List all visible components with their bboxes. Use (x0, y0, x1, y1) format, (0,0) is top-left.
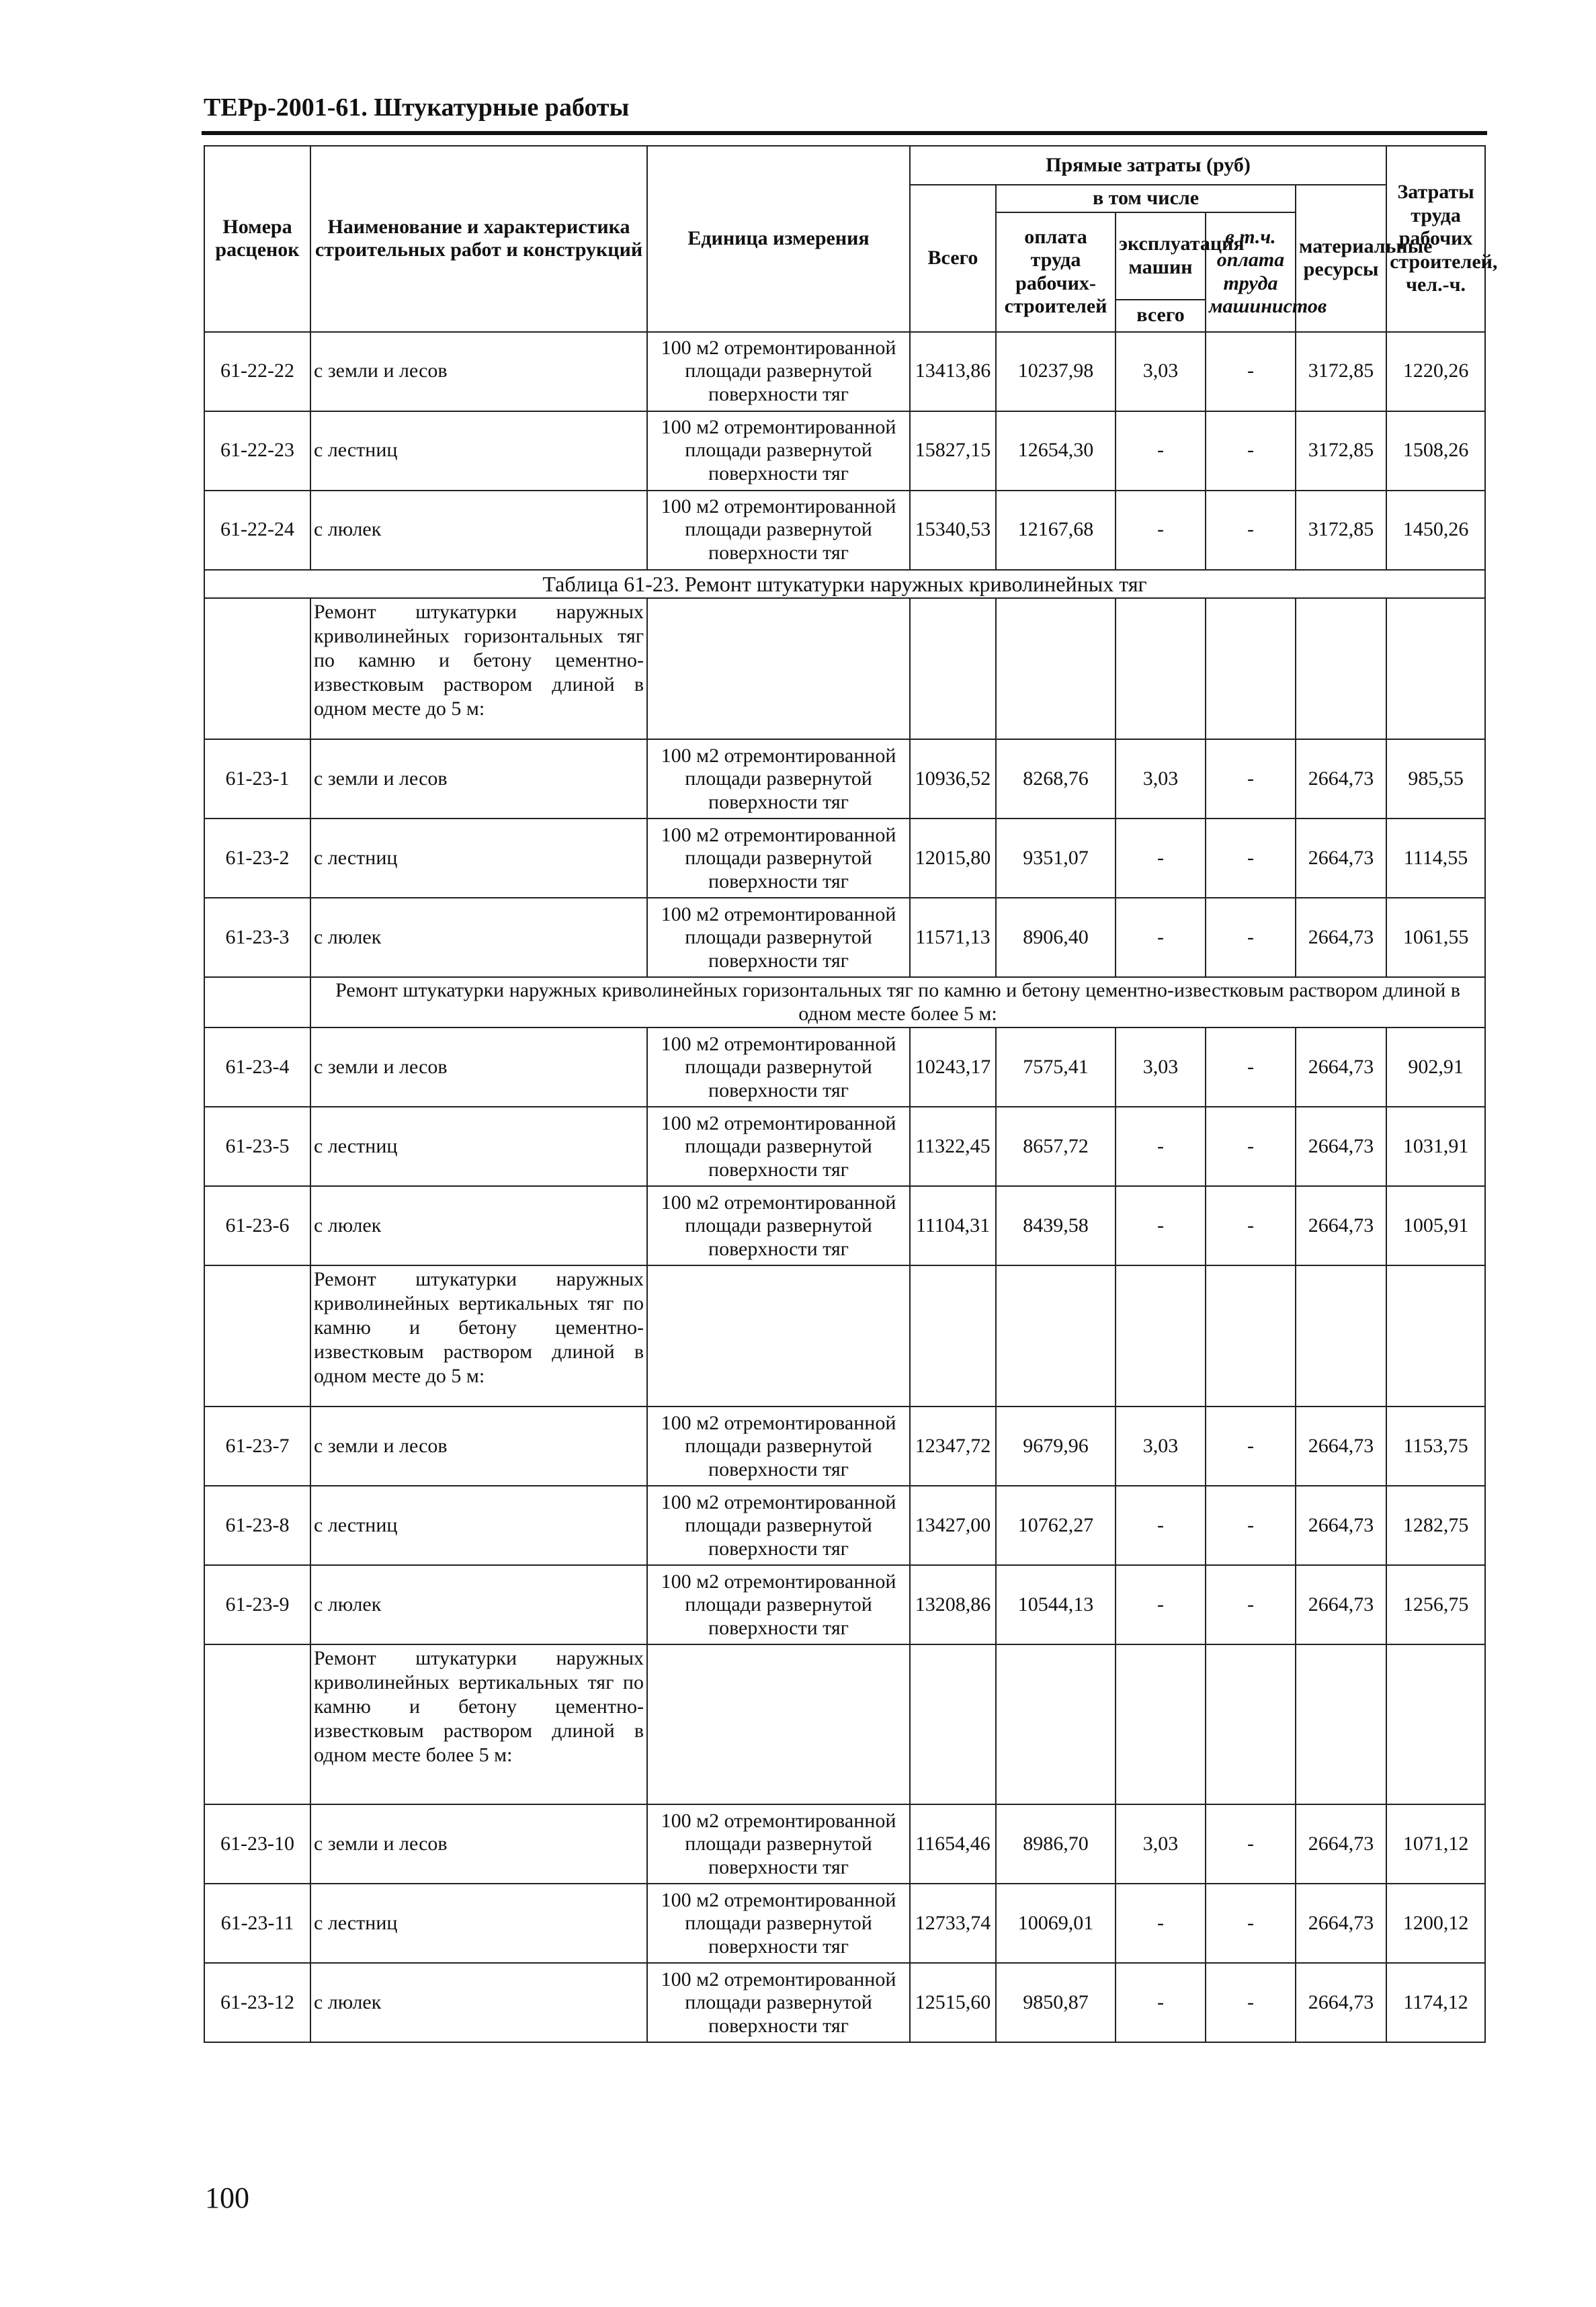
group-empty-cell (996, 1644, 1116, 1804)
row-machines: 3,03 (1116, 1027, 1206, 1107)
row-name: с земли и лесов (310, 1804, 647, 1884)
row-code: 61-23-6 (204, 1186, 310, 1265)
group-empty-cell (1206, 598, 1296, 739)
row-total: 10243,17 (910, 1027, 996, 1107)
row-operators-pay: - (1206, 1186, 1296, 1265)
group-code-empty (204, 1644, 310, 1804)
row-labor: 1220,26 (1386, 332, 1485, 411)
group-header-row (204, 598, 1485, 739)
group-empty-cell (1296, 1265, 1386, 1407)
row-operators-pay: - (1206, 491, 1296, 570)
row-machines: - (1116, 1486, 1206, 1565)
row-total: 11571,13 (910, 898, 996, 977)
row-unit: 100 м2 отремонтированной площади развернутой поверхности тяг (647, 491, 910, 570)
section-title-row (204, 570, 1485, 599)
page-number: 100 (205, 2181, 249, 2214)
row-name: с люлек (310, 1186, 647, 1265)
row-materials: 2664,73 (1296, 739, 1386, 819)
table-row (204, 1963, 1485, 2042)
row-total: 13208,86 (910, 1565, 996, 1644)
row-unit: 100 м2 отремонтированной площади развернутой поверхности тяг (647, 1407, 910, 1486)
row-name: с люлек (310, 1565, 647, 1644)
row-operators-pay: - (1206, 739, 1296, 819)
col-labor-header: Затраты труда рабочих строителей, чел.-ч. (1386, 146, 1485, 332)
row-machines: - (1116, 1565, 1206, 1644)
row-unit: 100 м2 отремонтированной площади развернутой поверхности тяг (647, 1963, 910, 2042)
group-description: Ремонт штукатурки наружных криволинейных вертикальных тяг по камню и бетону цементно-известковым раствором длиной в одном месте более 5 м: (310, 1644, 647, 1804)
table-row (204, 491, 1485, 570)
row-total: 15827,15 (910, 411, 996, 491)
row-labor: 1071,12 (1386, 1804, 1485, 1884)
row-name: с лестниц (310, 819, 647, 898)
group-empty-cell (1296, 1644, 1386, 1804)
row-total: 12015,80 (910, 819, 996, 898)
row-total: 11654,46 (910, 1804, 996, 1884)
row-labor: 1153,75 (1386, 1407, 1485, 1486)
row-total: 15340,53 (910, 491, 996, 570)
row-name: с люлек (310, 898, 647, 977)
row-labor: 902,91 (1386, 1027, 1485, 1107)
row-unit: 100 м2 отремонтированной площади развернутой поверхности тяг (647, 898, 910, 977)
group-header-row (204, 1265, 1485, 1407)
row-code: 61-23-1 (204, 739, 310, 819)
row-total: 13427,00 (910, 1486, 996, 1565)
row-workers-pay: 9850,87 (996, 1963, 1116, 2042)
col-materials-header: материальные ресурсы (1296, 185, 1386, 332)
row-name: с земли и лесов (310, 1027, 647, 1107)
row-operators-pay: - (1206, 1565, 1296, 1644)
row-materials: 2664,73 (1296, 1486, 1386, 1565)
row-machines: - (1116, 411, 1206, 491)
col-code-header: Номера расценок (204, 146, 310, 332)
row-operators-pay: - (1206, 819, 1296, 898)
row-unit: 100 м2 отремонтированной площади развернутой поверхности тяг (647, 1804, 910, 1884)
col-machines-total-header: всего (1116, 300, 1206, 332)
row-materials: 3172,85 (1296, 491, 1386, 570)
group-empty-cell (647, 1265, 910, 1407)
group-header-row (204, 977, 1485, 1027)
row-materials: 2664,73 (1296, 1407, 1386, 1486)
row-machines: - (1116, 1107, 1206, 1186)
row-materials: 3172,85 (1296, 411, 1386, 491)
row-workers-pay: 8906,40 (996, 898, 1116, 977)
row-code: 61-23-11 (204, 1884, 310, 1963)
table-row (204, 332, 1485, 411)
row-machines: 3,03 (1116, 1804, 1206, 1884)
row-workers-pay: 12167,68 (996, 491, 1116, 570)
row-operators-pay: - (1206, 411, 1296, 491)
group-empty-cell (1116, 1644, 1206, 1804)
table-row (204, 1027, 1485, 1107)
row-labor: 1005,91 (1386, 1186, 1485, 1265)
group-description: Ремонт штукатурки наружных криволинейных горизонтальных тяг по камню и бетону цементно-известковым раствором длиной в одном месте более 5 м: (310, 977, 1485, 1027)
row-machines: 3,03 (1116, 1407, 1206, 1486)
group-empty-cell (1386, 598, 1485, 739)
row-unit: 100 м2 отремонтированной площади развернутой поверхности тяг (647, 819, 910, 898)
row-name: с лестниц (310, 411, 647, 491)
row-materials: 2664,73 (1296, 1565, 1386, 1644)
row-labor: 1200,12 (1386, 1884, 1485, 1963)
row-name: с лестниц (310, 1884, 647, 1963)
row-labor: 1508,26 (1386, 411, 1485, 491)
row-labor: 1114,55 (1386, 819, 1485, 898)
row-code: 61-23-10 (204, 1804, 310, 1884)
row-operators-pay: - (1206, 1884, 1296, 1963)
row-workers-pay: 10069,01 (996, 1884, 1116, 1963)
row-unit: 100 м2 отремонтированной площади развернутой поверхности тяг (647, 1565, 910, 1644)
row-name: с люлек (310, 1963, 647, 2042)
including-header: в том числе (996, 185, 1296, 212)
row-total: 12515,60 (910, 1963, 996, 2042)
row-total: 11322,45 (910, 1107, 996, 1186)
row-machines: - (1116, 898, 1206, 977)
row-total: 12733,74 (910, 1884, 996, 1963)
table-row (204, 411, 1485, 491)
row-code: 61-23-7 (204, 1407, 310, 1486)
row-unit: 100 м2 отремонтированной площади развернутой поверхности тяг (647, 1884, 910, 1963)
row-workers-pay: 7575,41 (996, 1027, 1116, 1107)
row-unit: 100 м2 отремонтированной площади развернутой поверхности тяг (647, 1107, 910, 1186)
group-description: Ремонт штукатурки наружных криволинейных горизонтальных тяг по камню и бетону цементно-известковым раствором длиной в одном месте до 5 м: (310, 598, 647, 739)
row-workers-pay: 9351,07 (996, 819, 1116, 898)
group-empty-cell (1206, 1644, 1296, 1804)
row-workers-pay: 12654,30 (996, 411, 1116, 491)
row-code: 61-22-24 (204, 491, 310, 570)
row-unit: 100 м2 отремонтированной площади развернутой поверхности тяг (647, 1486, 910, 1565)
row-machines: - (1116, 1884, 1206, 1963)
row-total: 13413,86 (910, 332, 996, 411)
row-labor: 985,55 (1386, 739, 1485, 819)
row-workers-pay: 10544,13 (996, 1565, 1116, 1644)
row-machines: - (1116, 1963, 1206, 2042)
table-row (204, 739, 1485, 819)
table-row (204, 898, 1485, 977)
row-name: с земли и лесов (310, 332, 647, 411)
group-description: Ремонт штукатурки наружных криволинейных вертикальных тяг по камню и бетону цементно-известковым раствором длиной в одном месте до 5 м: (310, 1265, 647, 1407)
col-name-header: Наименование и характеристика строительных работ и конструкций (310, 146, 647, 332)
row-materials: 2664,73 (1296, 1027, 1386, 1107)
row-machines: 3,03 (1116, 739, 1206, 819)
table-body (204, 332, 1485, 2043)
row-total: 12347,72 (910, 1407, 996, 1486)
row-code: 61-23-4 (204, 1027, 310, 1107)
row-workers-pay: 9679,96 (996, 1407, 1116, 1486)
rates-table (204, 145, 1498, 2043)
group-empty-cell (647, 598, 910, 739)
row-machines: - (1116, 491, 1206, 570)
row-total: 11104,31 (910, 1186, 996, 1265)
row-materials: 2664,73 (1296, 1107, 1386, 1186)
page-header-title: ТЕРр-2001-61. Штукатурные работы (204, 93, 630, 122)
row-workers-pay: 8986,70 (996, 1804, 1116, 1884)
row-materials: 2664,73 (1296, 898, 1386, 977)
row-unit: 100 м2 отремонтированной площади развернутой поверхности тяг (647, 739, 910, 819)
group-empty-cell (1116, 598, 1206, 739)
row-workers-pay: 8657,72 (996, 1107, 1116, 1186)
group-empty-cell (1386, 1265, 1485, 1407)
row-name: с лестниц (310, 1486, 647, 1565)
row-operators-pay: - (1206, 1804, 1296, 1884)
header-rule (202, 131, 1487, 135)
group-empty-cell (910, 598, 996, 739)
row-name: с лестниц (310, 1107, 647, 1186)
row-labor: 1256,75 (1386, 1565, 1485, 1644)
table-row (204, 1107, 1485, 1186)
table-row (204, 1407, 1485, 1486)
row-labor: 1174,12 (1386, 1963, 1485, 2042)
row-name: с люлек (310, 491, 647, 570)
row-code: 61-23-3 (204, 898, 310, 977)
row-code: 61-23-2 (204, 819, 310, 898)
row-workers-pay: 8268,76 (996, 739, 1116, 819)
row-labor: 1282,75 (1386, 1486, 1485, 1565)
group-code-empty (204, 977, 310, 1027)
row-code: 61-23-5 (204, 1107, 310, 1186)
table-row (204, 1186, 1485, 1265)
col-operators-pay-header: в т.ч. оплата труда машинистов (1206, 212, 1296, 332)
table-row (204, 819, 1485, 898)
row-labor: 1031,91 (1386, 1107, 1485, 1186)
table-row (204, 1565, 1485, 1644)
row-name: с земли и лесов (310, 739, 647, 819)
table-head (204, 146, 1498, 332)
row-operators-pay: - (1206, 1107, 1296, 1186)
direct-costs-header: Прямые затраты (руб) (910, 146, 1386, 185)
row-operators-pay: - (1206, 1486, 1296, 1565)
table-row (204, 1486, 1485, 1565)
row-unit: 100 м2 отремонтированной площади развернутой поверхности тяг (647, 332, 910, 411)
row-operators-pay: - (1206, 1027, 1296, 1107)
group-header-row (204, 1644, 1485, 1804)
group-code-empty (204, 1265, 310, 1407)
row-code: 61-22-23 (204, 411, 310, 491)
row-materials: 2664,73 (1296, 1804, 1386, 1884)
row-unit: 100 м2 отремонтированной площади развернутой поверхности тяг (647, 411, 910, 491)
row-workers-pay: 8439,58 (996, 1186, 1116, 1265)
group-empty-cell (996, 598, 1116, 739)
row-operators-pay: - (1206, 898, 1296, 977)
row-code: 61-23-8 (204, 1486, 310, 1565)
group-empty-cell (996, 1265, 1116, 1407)
row-materials: 2664,73 (1296, 1963, 1386, 2042)
row-materials: 2664,73 (1296, 819, 1386, 898)
col-total-header: Всего (910, 185, 996, 332)
row-unit: 100 м2 отремонтированной площади развернутой поверхности тяг (647, 1186, 910, 1265)
row-materials: 2664,73 (1296, 1186, 1386, 1265)
col-workers-pay-header: оплата труда рабочих-строителей (996, 212, 1116, 332)
row-labor: 1061,55 (1386, 898, 1485, 977)
group-empty-cell (910, 1644, 996, 1804)
row-operators-pay: - (1206, 1407, 1296, 1486)
group-empty-cell (1296, 598, 1386, 739)
row-labor: 1450,26 (1386, 491, 1485, 570)
row-workers-pay: 10237,98 (996, 332, 1116, 411)
row-total: 10936,52 (910, 739, 996, 819)
row-name: с земли и лесов (310, 1407, 647, 1486)
col-machines-header: эксплуатация машин (1116, 212, 1206, 300)
col-unit-header: Единица измерения (647, 146, 910, 332)
row-workers-pay: 10762,27 (996, 1486, 1116, 1565)
row-operators-pay: - (1206, 1963, 1296, 2042)
row-materials: 3172,85 (1296, 332, 1386, 411)
group-empty-cell (647, 1644, 910, 1804)
group-empty-cell (1116, 1265, 1206, 1407)
table-row (204, 1884, 1485, 1963)
group-code-empty (204, 598, 310, 739)
row-unit: 100 м2 отремонтированной площади развернутой поверхности тяг (647, 1027, 910, 1107)
row-code: 61-22-22 (204, 332, 310, 411)
row-machines: 3,03 (1116, 332, 1206, 411)
row-machines: - (1116, 819, 1206, 898)
row-operators-pay: - (1206, 332, 1296, 411)
row-materials: 2664,73 (1296, 1884, 1386, 1963)
row-machines: - (1116, 1186, 1206, 1265)
row-code: 61-23-9 (204, 1565, 310, 1644)
table-row (204, 1804, 1485, 1884)
group-empty-cell (1206, 1265, 1296, 1407)
section-title: Таблица 61-23. Ремонт штукатурки наружных криволинейных тяг (204, 570, 1485, 599)
group-empty-cell (1386, 1644, 1485, 1804)
row-code: 61-23-12 (204, 1963, 310, 2042)
group-empty-cell (910, 1265, 996, 1407)
